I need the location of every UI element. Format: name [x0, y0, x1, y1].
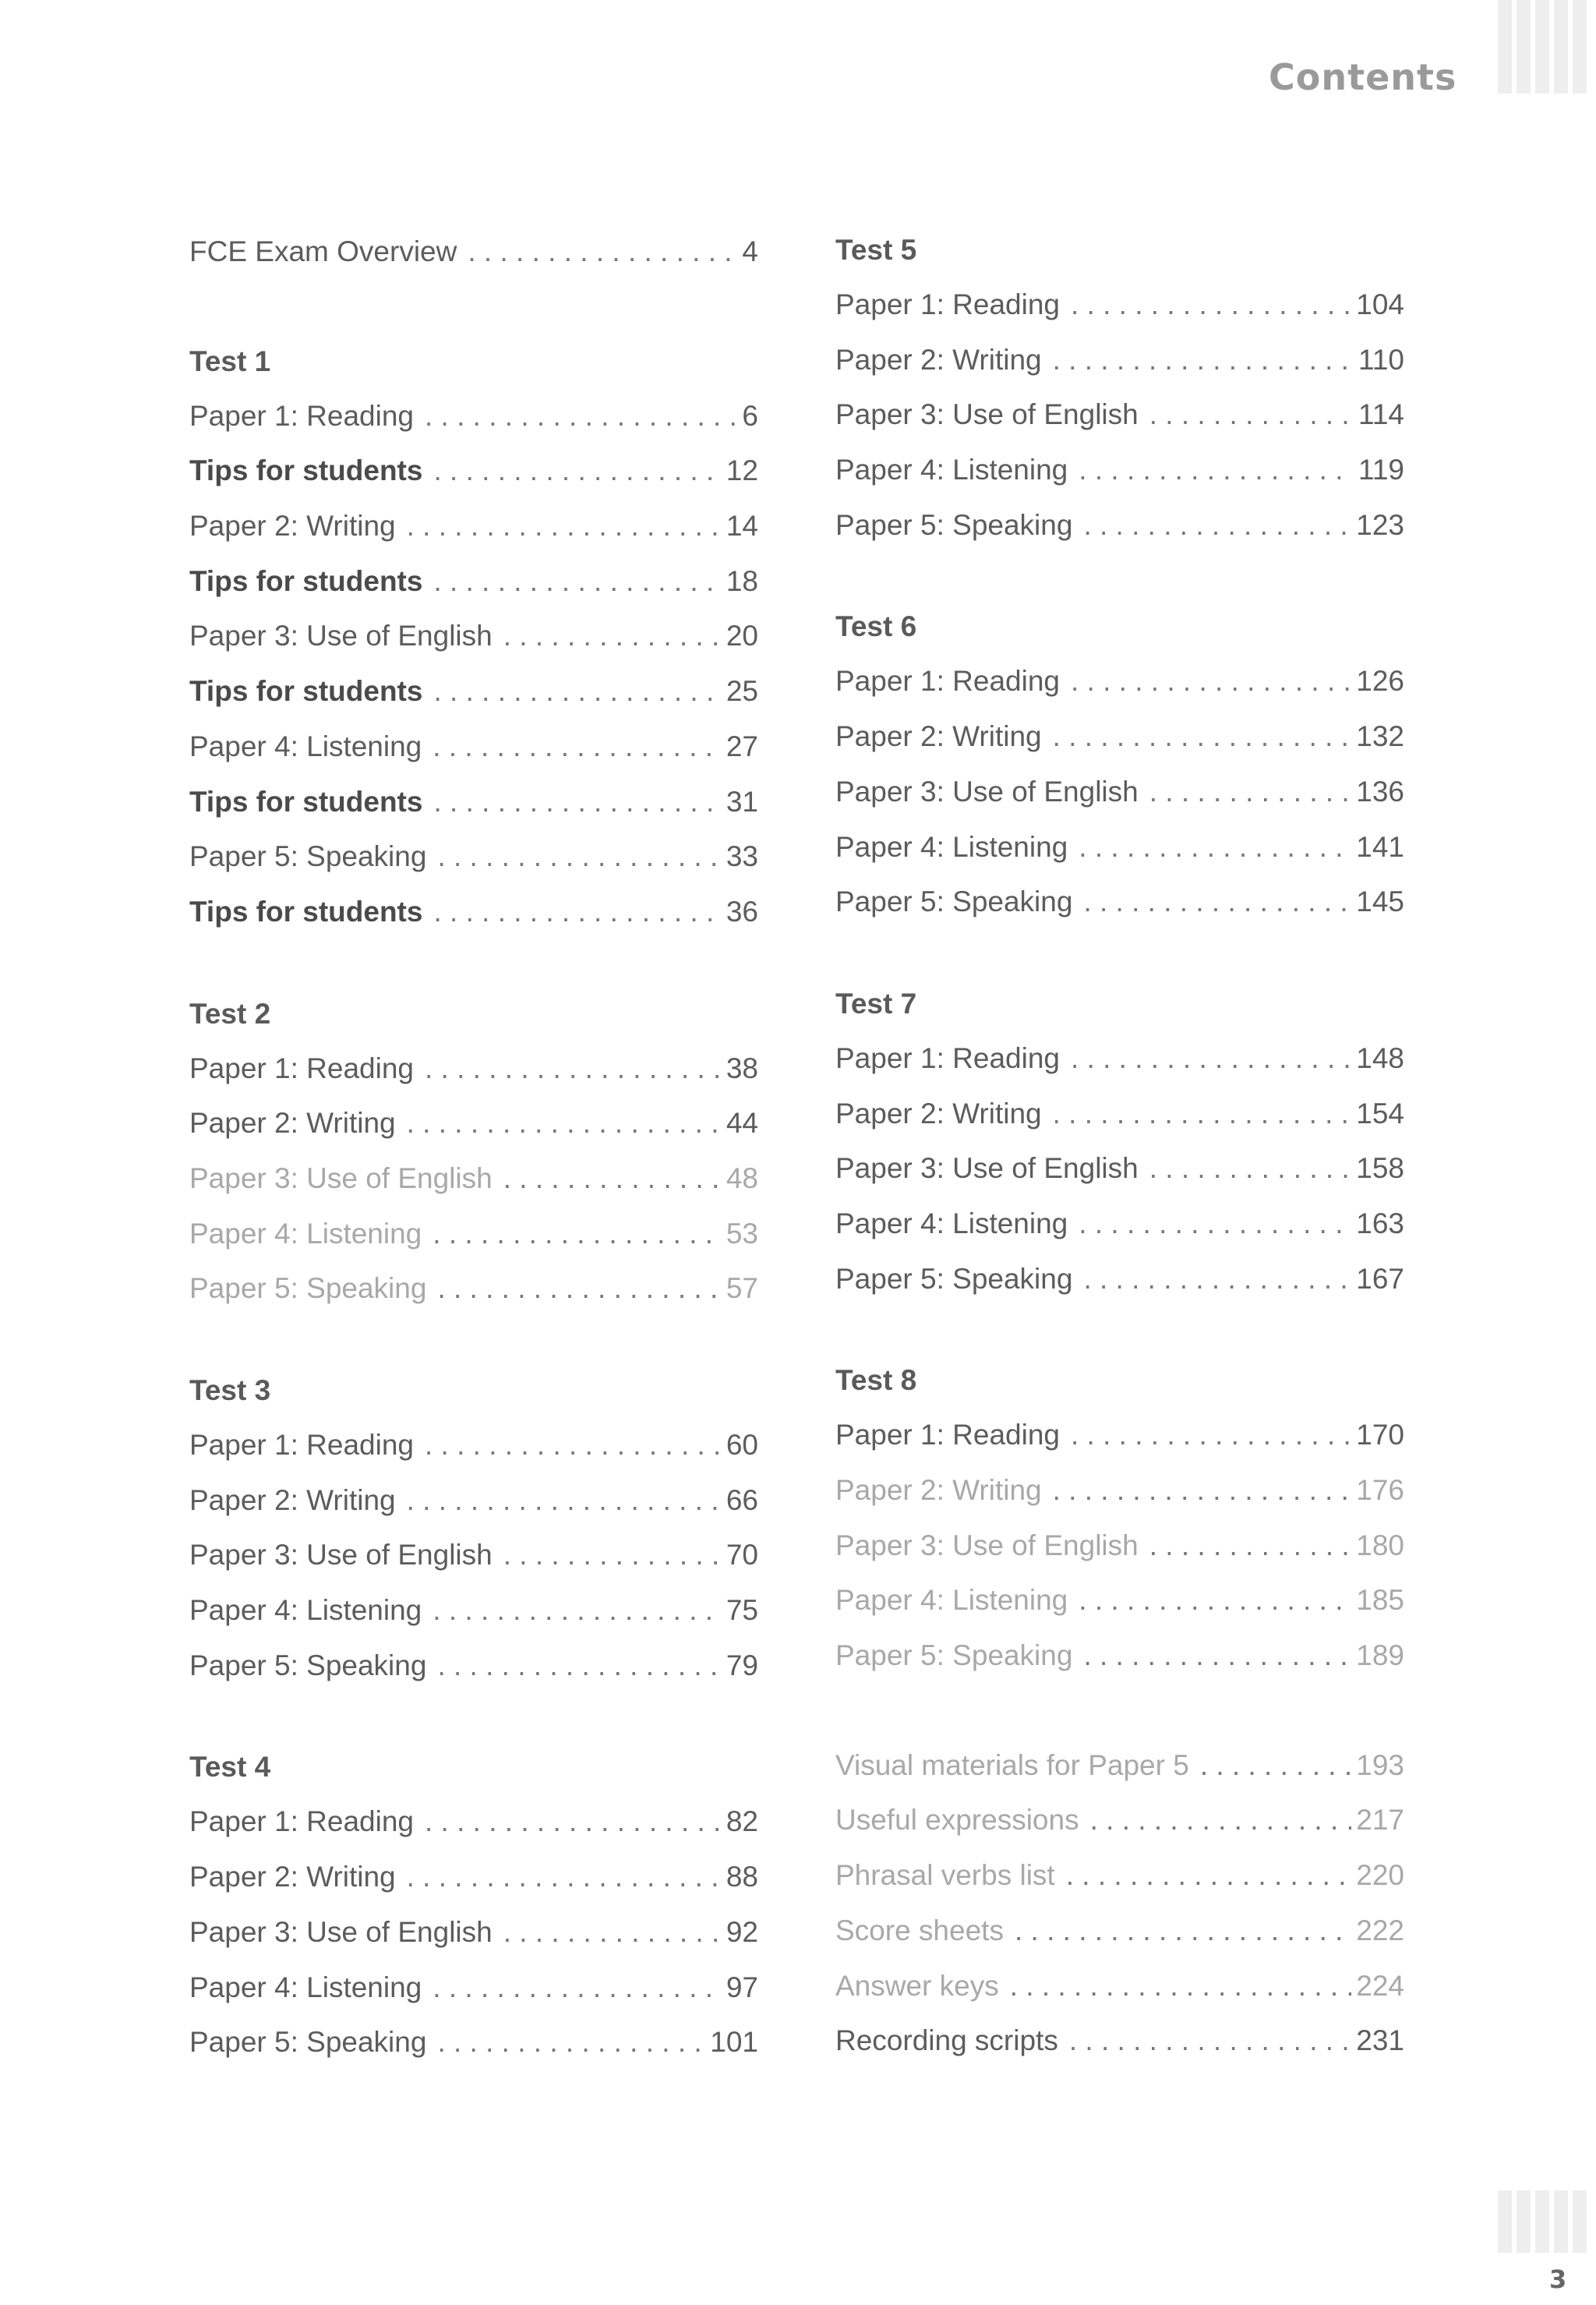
entry-label: Paper 4: Listening	[835, 830, 1068, 863]
toc-entry-appendix[interactable]	[835, 1738, 1404, 1794]
toc-entry[interactable]	[189, 1639, 758, 1694]
entry-page: 220	[1356, 1859, 1404, 1892]
page-tab-bottom	[1498, 2190, 1587, 2253]
dot-leader	[407, 1850, 722, 1905]
toc-entry[interactable]	[189, 719, 758, 775]
entry-page: 12	[726, 454, 758, 487]
entry-page: 4	[742, 235, 758, 267]
entry-label: Useful expressions	[835, 1804, 1079, 1837]
dot-leader	[1079, 820, 1351, 875]
toc-entry[interactable]	[835, 1573, 1404, 1628]
toc-entry-appendix[interactable]	[835, 2013, 1404, 2069]
dot-leader	[1071, 278, 1351, 333]
toc-entry[interactable]	[189, 1151, 758, 1207]
toc-entry[interactable]	[189, 609, 758, 664]
toc-entry[interactable]	[835, 709, 1404, 765]
dot-leader	[437, 1261, 721, 1317]
entry-page: 31	[726, 785, 758, 818]
toc-entry[interactable]	[835, 1252, 1404, 1307]
entry-label: Phrasal verbs list	[835, 1859, 1055, 1892]
entry-page: 33	[726, 840, 758, 873]
entry-page: 217	[1356, 1804, 1404, 1837]
entry-page: 132	[1356, 720, 1404, 753]
entry-page: 136	[1356, 775, 1404, 808]
entry-page: 38	[726, 1052, 758, 1084]
toc-entry[interactable]	[189, 1905, 758, 1960]
entry-label: Answer keys	[835, 1969, 999, 2002]
toc-entry[interactable]	[835, 387, 1404, 443]
dot-leader	[1200, 1738, 1351, 1794]
dot-leader	[1079, 1197, 1351, 1252]
entry-label: Paper 5: Speaking	[189, 1272, 427, 1305]
entry-page: 53	[726, 1217, 758, 1250]
entry-page: 158	[1356, 1152, 1404, 1185]
entry-label: Paper 2: Writing	[189, 1483, 396, 1516]
entry-label: Paper 2: Writing	[189, 1861, 396, 1893]
dot-leader	[1079, 443, 1354, 498]
entry-label: Paper 3: Use of English	[189, 1539, 493, 1571]
dot-leader	[433, 1207, 722, 1262]
toc-entry-tips[interactable]	[189, 664, 758, 719]
entry-page: 180	[1356, 1529, 1404, 1561]
toc-entry-tips[interactable]	[189, 554, 758, 610]
entry-label: Recording scripts	[835, 2024, 1058, 2057]
dot-leader	[1053, 709, 1352, 765]
page-tab-top	[1498, 0, 1587, 94]
toc-entry[interactable]	[189, 1473, 758, 1529]
toc-entry[interactable]	[189, 1528, 758, 1583]
entry-label: Paper 5: Speaking	[189, 840, 427, 873]
dot-leader	[1071, 654, 1351, 709]
toc-entry-appendix[interactable]	[835, 1904, 1404, 1959]
entry-label: Paper 3: Use of English	[835, 398, 1139, 431]
dot-leader	[1053, 1087, 1352, 1142]
entry-page: 97	[726, 1971, 758, 2003]
entry-label: Paper 4: Listening	[189, 1217, 422, 1250]
toc-entry-appendix[interactable]	[835, 1959, 1404, 2014]
entry-page: 57	[726, 1272, 758, 1305]
entry-page: 92	[726, 1915, 758, 1948]
dot-leader	[407, 1473, 722, 1529]
section-title: Test 3	[189, 1374, 271, 1406]
toc-entry[interactable]	[189, 1960, 758, 2016]
entry-label: Paper 3: Use of English	[189, 1915, 493, 1948]
entry-page: 27	[726, 730, 758, 762]
dot-leader	[468, 224, 737, 280]
dot-leader	[433, 1960, 722, 2016]
entry-page: 82	[726, 1805, 758, 1838]
entry-page: 185	[1356, 1584, 1404, 1617]
page-number: 3	[1549, 2264, 1567, 2294]
entry-label: Paper 1: Reading	[189, 1429, 414, 1461]
entry-label: Paper 3: Use of English	[835, 1529, 1139, 1561]
entry-page: 14	[726, 510, 758, 543]
toc-entry-appendix[interactable]	[835, 1848, 1404, 1904]
dot-leader	[1071, 1031, 1351, 1087]
toc-entry-appendix[interactable]	[835, 1793, 1404, 1848]
entry-label: Paper 1: Reading	[189, 1805, 414, 1838]
entry-label: Paper 1: Reading	[835, 1419, 1060, 1451]
section-title: Test 6	[835, 610, 917, 643]
entry-label: Paper 4: Listening	[189, 1971, 422, 2003]
entry-page: 176	[1356, 1474, 1404, 1506]
entry-label: Paper 2: Writing	[835, 720, 1042, 753]
toc-entry[interactable]	[189, 1207, 758, 1262]
entry-page: 123	[1356, 508, 1404, 541]
section-title: Test 2	[189, 997, 271, 1030]
entry-label: Paper 3: Use of English	[189, 620, 493, 652]
dot-leader	[433, 664, 721, 719]
entry-page: 66	[726, 1483, 758, 1516]
toc-entry[interactable]	[189, 829, 758, 885]
entry-label: Score sheets	[835, 1914, 1004, 1946]
dot-leader	[1083, 875, 1351, 930]
entry-label: Paper 4: Listening	[835, 454, 1068, 486]
toc-entry[interactable]	[835, 443, 1404, 498]
entry-page: 163	[1356, 1207, 1404, 1239]
entry-label: Paper 5: Speaking	[835, 886, 1073, 918]
entry-label: Paper 3: Use of English	[835, 1152, 1139, 1185]
dot-leader	[425, 1041, 722, 1097]
entry-label: Visual materials for Paper 5	[835, 1748, 1189, 1781]
entry-page: 145	[1356, 886, 1404, 918]
dot-leader	[1149, 1518, 1352, 1574]
dot-leader	[1071, 1408, 1351, 1463]
entry-label: Tips for students	[189, 675, 423, 708]
dot-leader	[503, 1151, 722, 1207]
entry-label: Paper 4: Listening	[835, 1207, 1068, 1239]
toc-entry[interactable]	[835, 875, 1404, 930]
dot-leader	[437, 829, 721, 885]
entry-label: Paper 3: Use of English	[835, 775, 1139, 808]
entry-label: Paper 5: Speaking	[835, 1639, 1073, 1672]
section-title: Test 8	[835, 1364, 917, 1397]
dot-leader	[425, 1794, 722, 1850]
toc-entry[interactable]	[189, 1418, 758, 1473]
dot-leader	[503, 1905, 722, 1960]
entry-label: Tips for students	[189, 564, 423, 597]
entry-page: 79	[726, 1649, 758, 1681]
entry-label: FCE Exam Overview	[189, 235, 457, 267]
section-title: Test 4	[189, 1751, 271, 1784]
contents-heading: Contents	[1269, 56, 1457, 98]
entry-page: 224	[1356, 1969, 1404, 2002]
entry-page: 189	[1356, 1639, 1404, 1672]
toc-entry[interactable]	[835, 278, 1404, 333]
toc-entry[interactable]	[835, 1463, 1404, 1518]
entry-page: 20	[726, 620, 758, 652]
dot-leader	[503, 609, 722, 664]
toc-entry[interactable]	[189, 389, 758, 444]
entry-label: Tips for students	[189, 454, 423, 487]
toc-entry[interactable]	[189, 1096, 758, 1151]
entry-page: 148	[1356, 1041, 1404, 1074]
entry-label: Paper 3: Use of English	[189, 1161, 493, 1194]
toc-entry[interactable]	[835, 1031, 1404, 1087]
dot-leader	[1010, 1959, 1352, 2014]
entry-page: 25	[726, 675, 758, 708]
toc-entry[interactable]	[835, 765, 1404, 820]
dot-leader	[433, 1583, 722, 1639]
toc-entry[interactable]	[189, 1041, 758, 1097]
entry-page: 104	[1356, 288, 1404, 320]
dot-leader	[433, 554, 721, 610]
entry-page: 114	[1358, 398, 1404, 431]
entry-page: 44	[726, 1107, 758, 1140]
toc-entry[interactable]	[835, 1197, 1404, 1252]
entry-label: Paper 1: Reading	[835, 665, 1060, 698]
dot-leader	[1083, 498, 1351, 553]
toc-entry[interactable]	[835, 1408, 1404, 1463]
entry-page: 193	[1356, 1748, 1404, 1781]
toc-entry[interactable]	[189, 1261, 758, 1317]
toc-entry[interactable]	[189, 1583, 758, 1639]
toc-entry-tips[interactable]	[189, 775, 758, 830]
dot-leader	[1066, 1848, 1352, 1904]
dot-leader	[425, 1418, 722, 1473]
entry-page: 6	[742, 399, 758, 432]
dot-leader	[1083, 1628, 1351, 1684]
entry-page: 70	[726, 1539, 758, 1571]
dot-leader	[437, 1639, 721, 1694]
entry-label: Paper 5: Speaking	[835, 1262, 1073, 1295]
entry-label: Paper 4: Listening	[189, 1594, 422, 1627]
dot-leader	[425, 389, 737, 444]
toc-entry[interactable]	[835, 1087, 1404, 1142]
dot-leader	[1069, 2013, 1351, 2069]
entry-page: 60	[726, 1429, 758, 1461]
toc-entry[interactable]	[189, 499, 758, 554]
toc-entry[interactable]	[189, 1850, 758, 1905]
entry-label: Tips for students	[189, 785, 423, 818]
dot-leader	[433, 885, 721, 940]
toc-entry-overview[interactable]	[189, 224, 758, 280]
entry-page: 101	[710, 2026, 758, 2059]
dot-leader	[433, 775, 721, 830]
entry-page: 170	[1356, 1419, 1404, 1451]
toc-entry-tips[interactable]	[189, 444, 758, 499]
entry-page: 48	[726, 1161, 758, 1194]
dot-leader	[1053, 1463, 1352, 1518]
dot-leader	[433, 444, 721, 499]
entry-label: Paper 2: Writing	[189, 1107, 396, 1140]
entry-label: Paper 5: Speaking	[835, 508, 1073, 541]
entry-page: 154	[1356, 1097, 1404, 1130]
toc-entry[interactable]	[189, 2015, 758, 2070]
dot-leader	[1053, 333, 1354, 388]
entry-label: Paper 2: Writing	[835, 343, 1042, 376]
dot-leader	[1149, 1141, 1352, 1197]
dot-leader	[437, 2015, 705, 2070]
left-column	[189, 224, 758, 2070]
toc-entry[interactable]	[835, 1628, 1404, 1684]
entry-page: 126	[1356, 665, 1404, 698]
entry-label: Paper 1: Reading	[189, 399, 414, 432]
entry-label: Paper 5: Speaking	[189, 1649, 427, 1681]
toc-entry[interactable]	[835, 1518, 1404, 1574]
entry-label: Paper 2: Writing	[835, 1097, 1042, 1130]
entry-label: Paper 4: Listening	[189, 730, 422, 762]
entry-page: 119	[1358, 454, 1404, 486]
entry-page: 110	[1358, 343, 1404, 376]
toc-entry[interactable]	[835, 820, 1404, 875]
toc-entry[interactable]	[189, 1794, 758, 1850]
dot-leader	[1149, 387, 1354, 443]
entry-page: 75	[726, 1594, 758, 1627]
section-title: Test 5	[835, 234, 917, 266]
entry-label: Paper 1: Reading	[835, 288, 1060, 320]
toc-entry[interactable]	[835, 333, 1404, 388]
entry-page: 36	[726, 895, 758, 928]
dot-leader	[1079, 1573, 1351, 1628]
entry-page: 141	[1356, 830, 1404, 863]
toc-entry[interactable]	[835, 1141, 1404, 1197]
dot-leader	[407, 499, 722, 554]
entry-label: Paper 4: Listening	[835, 1584, 1068, 1617]
dot-leader	[1149, 765, 1352, 820]
entry-page: 88	[726, 1861, 758, 1893]
entry-page: 18	[726, 564, 758, 597]
dot-leader	[503, 1528, 722, 1583]
entry-label: Paper 2: Writing	[189, 510, 396, 543]
dot-leader	[433, 719, 722, 775]
toc-entry-tips[interactable]	[189, 885, 758, 940]
right-column	[835, 223, 1404, 2069]
dot-leader	[1090, 1793, 1352, 1848]
entry-label: Paper 5: Speaking	[189, 2026, 427, 2059]
toc-entry[interactable]	[835, 498, 1404, 553]
section-title: Test 1	[189, 345, 271, 377]
section-title: Test 7	[835, 987, 917, 1020]
dot-leader	[1015, 1904, 1351, 1959]
entry-label: Paper 1: Reading	[835, 1041, 1060, 1074]
entry-label: Paper 2: Writing	[835, 1474, 1042, 1506]
entry-label: Paper 1: Reading	[189, 1052, 414, 1084]
dot-leader	[407, 1096, 722, 1151]
dot-leader	[1083, 1252, 1351, 1307]
entry-page: 231	[1356, 2024, 1404, 2057]
entry-label: Tips for students	[189, 895, 423, 928]
toc-entry[interactable]	[835, 654, 1404, 709]
entry-page: 222	[1356, 1914, 1404, 1946]
entry-page: 167	[1356, 1262, 1404, 1295]
